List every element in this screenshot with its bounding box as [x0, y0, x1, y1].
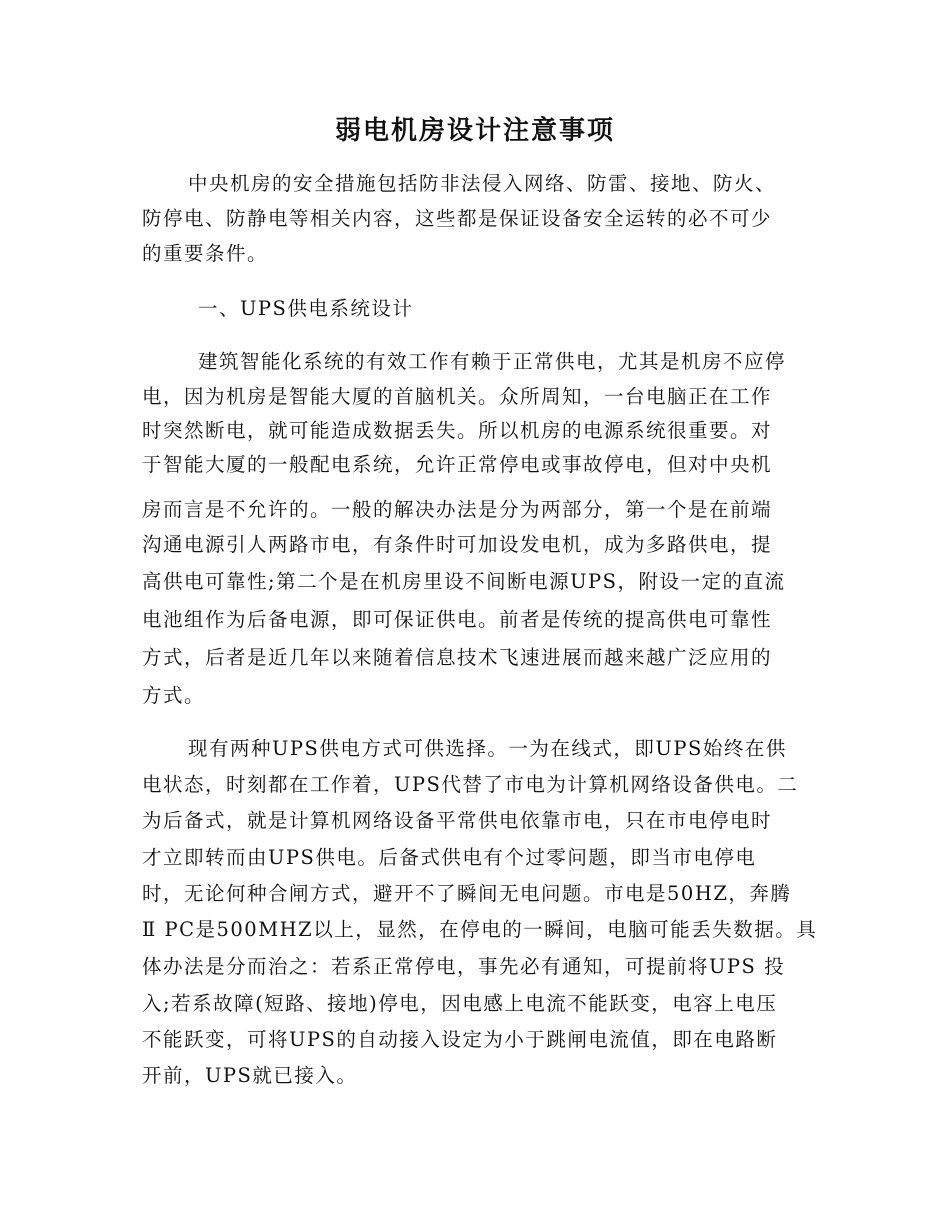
paragraph-line: 于智能大厦的一般配电系统，允许正常停电或事故停电，但对中央机: [142, 453, 773, 476]
paragraph-line: 电，因为机房是智能大厦的首脑机关。众所周知，一台电脑正在工作: [142, 385, 773, 408]
paragraph-line: 时突然断电，就可能造成数据丢失。所以机房的电源系统很重要。对: [142, 419, 773, 442]
paragraph-line: 高供电可靠性;第二个是在机房里设不间断电源UPS，附设一定的直流: [142, 570, 786, 593]
paragraph-line: 入;若系故障(短路、接地)停电，因电感上电流不能跃变，电容上电压: [142, 992, 778, 1015]
paragraph-line: 为后备式，就是计算机网络设备平常供电依靠市电，只在市电停电时: [142, 809, 773, 832]
paragraph-line: 不能跃变，可将UPS的自动接入设定为小于跳闸电流值，即在电路断: [142, 1028, 778, 1051]
paragraph-line: Ⅱ PC是500MHZ以上，显然，在停电的一瞬间，电脑可能丢失数据。具: [142, 918, 818, 941]
paragraph-line: 开前，UPS就已接入。: [142, 1064, 358, 1087]
section-heading: 一、UPS供电系统设计: [198, 297, 414, 320]
paragraph-line: 方式。: [142, 684, 206, 707]
paragraph-line: 的重要条件。: [142, 242, 269, 265]
paragraph-line: 现有两种UPS供电方式可供选择。一为在线式，即UPS始终在供: [188, 737, 787, 760]
paragraph-line: 沟通电源引人两路市电，有条件时可加设发电机，成为多路供电，提: [142, 533, 773, 556]
paragraph-line: 体办法是分而治之：若系正常停电，事先必有通知，可提前将UPS 投: [142, 955, 786, 978]
paragraph-line: 房而言是不允许的。一般的解决办法是分为两部分，第一个是在前端: [142, 498, 773, 521]
paragraph-line: 电池组作为后备电源，即可保证供电。前者是传统的提高供电可靠性: [142, 608, 773, 631]
paragraph-line: 防停电、防静电等相关内容，这些都是保证设备安全运转的必不可少: [142, 207, 773, 230]
document-title: 弱电机房设计注意事项: [334, 116, 615, 146]
paragraph-line: 时，无论何种合闸方式，避开不了瞬间无电问题。市电是50HZ，奔腾: [142, 882, 792, 905]
paragraph-line: 电状态，时刻都在工作着，UPS代替了市电为计算机网络设备供电。二: [142, 773, 799, 796]
paragraph-line: 中央机房的安全措施包括防非法侵入网络、防雷、接地、防火、: [188, 172, 777, 195]
paragraph-line: 方式，后者是近几年以来随着信息技术飞速进展而越来越广泛应用的: [142, 646, 773, 669]
paragraph-line: 建筑智能化系统的有效工作有赖于正常供电，尤其是机房不应停: [198, 350, 787, 373]
paragraph-line: 才立即转而由UPS供电。后备式供电有个过零问题，即当市电停电: [142, 846, 757, 869]
